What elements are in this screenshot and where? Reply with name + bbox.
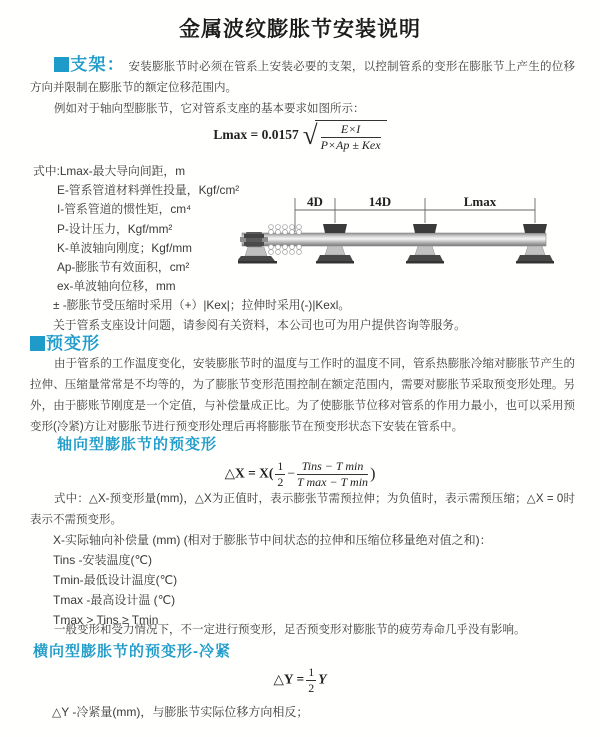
minus-operator: −	[287, 465, 296, 481]
list-item: K-单波轴向刚度；Kgf/mm	[57, 240, 193, 255]
fraction-numerator: 1	[308, 665, 315, 679]
list-item: Tmin-最低设计温度(℃)	[53, 573, 178, 587]
lmax-formula-numerator: E×I	[321, 123, 381, 138]
lateral-subheading: 横向型膨胀节的预变形-冷紧	[33, 643, 231, 660]
dimension-label-4d: 4D	[307, 194, 323, 209]
support-example-line: 例如对于轴向型膨胀节，它对管系支座的基本要求如图所示：	[54, 103, 365, 115]
list-item: E-管系管道材料弹性投量，Kgf/cm²	[57, 183, 240, 198]
section-marker-icon	[30, 336, 45, 351]
page-title: 金属波纹膨胀节安装说明	[179, 18, 421, 41]
support-section-paragraph	[30, 55, 575, 98]
lateral-definition-line: △Y -冷紧量(mm)，与膨胀节实际位移方向相反；	[52, 705, 309, 719]
list-item: Tins -安装温度(℃)	[53, 553, 153, 567]
support-section-text: 安装膨胀节时必须在管系上安装必要的支架，以控制管系的变形在膨胀节上产生的位移方向并限制在膨胀节的额定位移范围内。	[30, 61, 575, 94]
lmax-formula-lhs: Lmax = 0.0157	[213, 127, 299, 143]
list-item: P-设计压力，Kgf/mm²	[57, 221, 173, 236]
axial-formula-lhs: △X = X(	[224, 465, 274, 481]
fraction-numerator: Tins − T min	[297, 460, 368, 475]
axial-note-line: 一般变形和受力情况下，不一定进行预变形，足否预变形对膨胀节的疲劳寿命几乎没有影响。	[54, 624, 526, 636]
axial-subheading: 轴向型膨胀节的预变形	[57, 436, 218, 453]
anchor-fitting-icon	[240, 232, 268, 247]
radical-sign: √	[302, 120, 318, 151]
lmax-formula	[0, 120, 600, 152]
list-item: Tmax > Tins ≥ Tmin	[53, 613, 159, 627]
fraction-denominator: T max − T min	[297, 474, 369, 489]
preform-paragraph: 由于管系的工作温度变化，安装膨胀节时的温度与工作时的温度不同，管系热膨胀冷缩对膨胀节产生的拉伸、压缩量常常是不均等的，为了膨胀节变形范围控制在额定范围内，需要对膨胀节采取预变形处理。另外，由于膨账节刚度是一个定值，与补偿量成正比。为了使膨胀节位移对管系的作用力最小，也可以采用预变形(冷紧)方让对膨胀节进行预变形处理后再将膨胀节在预变形状态下安装在管系中。	[30, 358, 575, 433]
axial-formula	[0, 460, 600, 489]
lateral-formula-lhs: △Y =	[273, 671, 305, 687]
pipe-support-diagram	[238, 190, 600, 270]
section-marker-icon	[54, 57, 69, 72]
dimension-label-14d: 14D	[368, 194, 392, 209]
support-section-heading: 支架：	[70, 55, 126, 74]
lateral-formula-rhs: Y	[318, 671, 327, 687]
preform-section-header	[30, 329, 100, 354]
axial-intro-paragraph: 式中：△X-预变形量(mm)，△X为正值时，表示膨张节需预拉伸；为负值时，表示需预压缩；△X = 0时表示不需预变形。	[30, 493, 575, 526]
fraction-denominator: 2	[308, 680, 315, 695]
dimension-label-lmax: Lmax	[463, 194, 497, 209]
lateral-formula	[0, 666, 600, 695]
list-item: 式中:Lmax-最大导向间距，m	[33, 164, 186, 178]
list-item: I-管系管道的惯性矩，cm⁴	[57, 202, 192, 217]
preform-section-heading: 预变形	[46, 334, 100, 353]
lmax-formula-denominator: P×Ap ± Kex	[320, 137, 381, 152]
list-item: 关于管系支座设计问题，请参阅有关资料，本公司也可为用户提供咨询等服务。	[53, 317, 466, 332]
list-item: Tmax -最高设计温 (℃)	[53, 593, 176, 607]
list-item: X-实际轴向补偿量 (mm) (相对于膨胀节中间状态的拉伸和压缩位移量绝对值之和)：	[53, 533, 492, 547]
fraction-numerator: 1	[277, 459, 284, 473]
axial-variable-list	[53, 530, 492, 630]
list-item: ± -膨胀节受压缩时采用（+）|Kex|；拉伸时采用(-)|Kexl。	[53, 298, 351, 313]
list-item: Ap-膨胀节有效面积，cm²	[57, 260, 190, 275]
closing-paren: )	[370, 465, 376, 483]
pipe	[242, 233, 546, 246]
fraction-denominator: 2	[277, 474, 284, 489]
list-item: ex-单波轴向位移，mm	[57, 279, 176, 294]
